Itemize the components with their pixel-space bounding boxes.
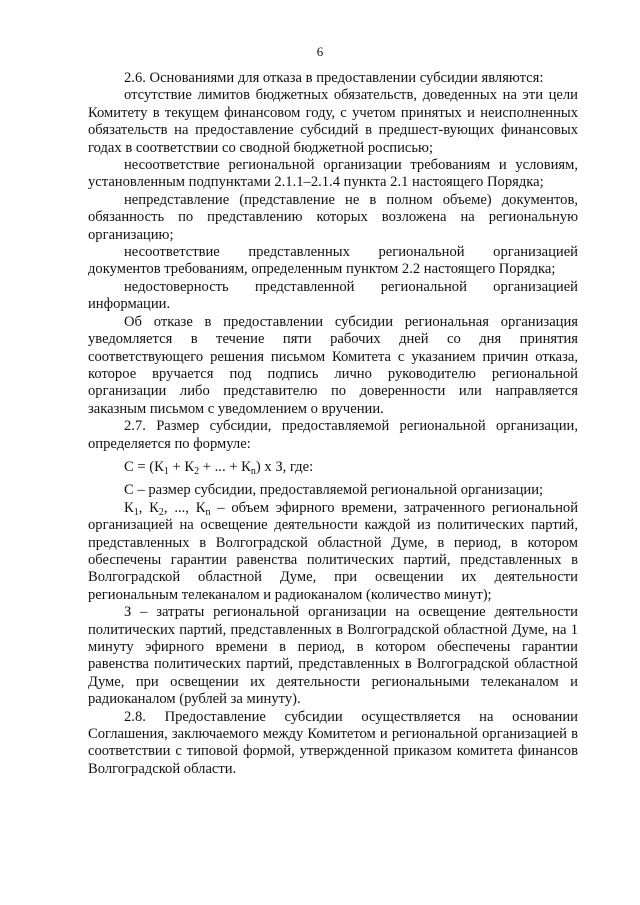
paragraph-unreliability: недостоверность представленной региональной организацией информации. <box>88 278 578 313</box>
paragraph-2-6-heading: 2.6. Основаниями для отказа в предоставлении субсидии являются: <box>124 70 544 86</box>
paragraph-2-8: 2.8. Предоставление субсидии осуществляется на основании Соглашения, заключаемого между Комитетом и региональной организацией в соответствии с типовой формой, утвержденной приказом комитета финансов Волгоградской области. <box>88 708 578 777</box>
page-number: 6 <box>316 44 324 59</box>
paragraph-nonsubmission: непредставление (представление не в полном объеме) документов, обязанность по представлению которых возложена на региональную организацию; <box>88 191 578 243</box>
definition-c: С – размер субсидии, предоставляемой региональной организации; <box>124 482 544 499</box>
paragraph-nonconformity: несоответствие региональной организации требованиям и условиям, установленным подпунктами 2.1.1–2.1.4 пункта 2.1 настоящего Порядка; <box>88 157 578 191</box>
subsidy-formula: $С = (К_1 + К_2$ + ... + $К_n$) х З, где: <box>124 458 314 477</box>
document-body <box>88 70 578 778</box>
paragraph-refusal-notice: Об отказе в предоставлении субсидии региональная организация уведомляется в течение пяти рабочих дней со дня принятия соответствующего решения письмом Комитета с указанием причин отказа, которое вручается под подпись лично руководителю региональной организации либо представителю по доверенности или направляется заказным письмом с уведомлением о вручении. <box>88 313 578 417</box>
paragraph-no-limits: отсутствие лимитов бюджетных обязательств, доведенных на эти цели Комитету в текущем финансовом году, с учетом принятых и неисполненных обязательств на предоставление субсидий в предшест-вующих финансовых годах в соответствии со сводной бюджетной росписью; <box>88 87 578 156</box>
paragraph-2-7-heading: 2.7. Размер субсидии, предоставляемой региональной организации, определяется по формуле: <box>88 418 578 452</box>
paragraph-documents-mismatch: несоответствие представленных региональной организацией документов требованиям, определенным пунктом 2.2 настоящего Порядка; <box>88 244 578 278</box>
definition-k: $К_1$, $К_2$, ..., $К_n$ – объем эфирного времени, затраченного региональной организацией на освещение деятельности каждой из политических партий, представленных в Волгоградской областной Думе, в период, в котором обеспечены гарантии равенства политических партий, представленных в Волгоградской областной Думе, при освещении их деятельности региональным телеканалом и радиоканалом (количество минут); <box>88 499 579 603</box>
definition-z: З – затраты региональной организации на освещение деятельности политических партий, представленных в Волгоградской областной Думе, на 1 минуту эфирного времени в период, в котором обеспечены гарантии равенства политических партий, представленных в Волгоградской областной Думе, при освещении их деятельности региональными телеканалом и радиоканалом (рублей за минуту). <box>88 604 578 708</box>
